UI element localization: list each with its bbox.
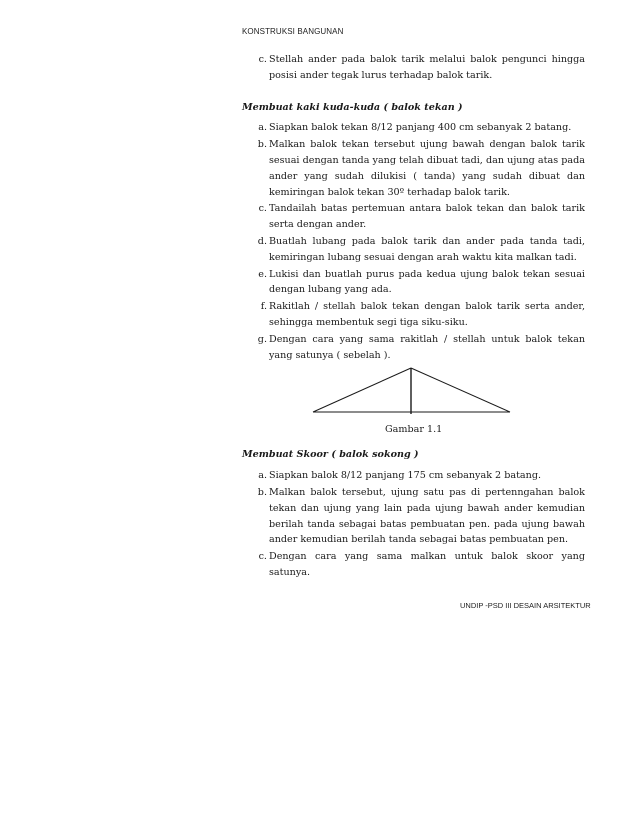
list-item [242, 201, 585, 233]
list-text: Malkan balok tekan tersebut ujung bawah dengan balok tarik sesuai dengan tanda yang telah dibuat tadi, dan ujung atas pada ander yang sudah dilukisi ( tanda) yang sudah dibuat dan kemiringan balok tekan 30º terhadap balok tarik. [269, 139, 585, 198]
list-text: Tandailah batas pertemuan antara balok tekan dan balok tarik serta dengan ander. [269, 203, 585, 231]
list-item [242, 485, 585, 548]
list-marker: b. [257, 486, 267, 498]
section2-list [242, 468, 585, 581]
section-title-skoor: Membuat Skoor ( balok sokong ) [242, 449, 419, 461]
page-header: KONSTRUKSI BANGUNAN [242, 27, 344, 36]
left-rafter-line [313, 368, 411, 412]
list-text: Siapkan balok 8/12 panjang 175 cm sebanyak 2 batang. [269, 470, 542, 482]
list-text: Stellah ander pada balok tarik melalui balok pengunci hingga posisi ander tegak lurus terhadap balok tarik. [269, 54, 585, 81]
list-marker: d. [257, 235, 267, 247]
list-item [242, 52, 585, 84]
section1-list [242, 120, 585, 363]
list-text: Dengan cara yang sama rakitlah / stellah untuk balok tekan yang satunya ( sebelah ). [269, 333, 585, 361]
list-marker: a. [258, 122, 267, 134]
list-item [242, 332, 585, 364]
list-marker: e. [258, 268, 267, 280]
list-text: Buatlah lubang pada balok tarik dan ander pada tanda tadi, kemiringan lubang sesuai dengan arah waktu kita malkan tadi. [269, 235, 585, 263]
list-item [242, 549, 585, 581]
figure-truss [242, 365, 585, 445]
list-marker: b. [257, 139, 267, 151]
figure-caption: Gambar 1.1 [385, 424, 443, 436]
list-marker: c. [258, 551, 267, 563]
list-text: Lukisi dan buatlah purus pada kedua ujung balok tekan sesuai dengan lubang yang ada. [269, 268, 585, 296]
section-title-kaki-kuda-kuda: Membuat kaki kuda-kuda ( balok tekan ) [242, 101, 463, 113]
truss-diagram [312, 365, 512, 415]
list-marker: c. [258, 54, 267, 65]
page-footer: UNDIP -PSD III DESAIN ARSITEKTUR [460, 601, 591, 610]
list-item [242, 120, 585, 136]
list-item [242, 299, 585, 331]
list-text: Dengan cara yang sama malkan untuk balok skoor yang satunya. [269, 551, 585, 578]
list-item [242, 267, 585, 299]
list-text: Malkan balok tersebut, ujung satu pas di pertenngahan balok tekan dan ujung yang lain pada ujung bawah ander kemudian berilah tanda sebagai batas pembuatan pen. pada ujung bawah ander kemudian berilah tanda sebagai batas pembuatan pen. [269, 486, 585, 546]
list-marker: f. [260, 301, 267, 313]
list-text: Siapkan balok tekan 8/12 panjang 400 cm sebanyak 2 batang. [269, 122, 572, 134]
list-item [242, 137, 585, 200]
list-marker: g. [257, 333, 267, 345]
document-body [242, 52, 585, 582]
list-text: Rakitlah / stellah balok tekan dengan balok tarik serta ander, sehingga membentuk segi tiga siku-siku. [269, 301, 585, 328]
list-item [242, 468, 585, 484]
list-marker: c. [258, 203, 267, 215]
right-rafter-line [411, 368, 510, 412]
list-item [242, 234, 585, 266]
list-marker: a. [258, 470, 267, 482]
